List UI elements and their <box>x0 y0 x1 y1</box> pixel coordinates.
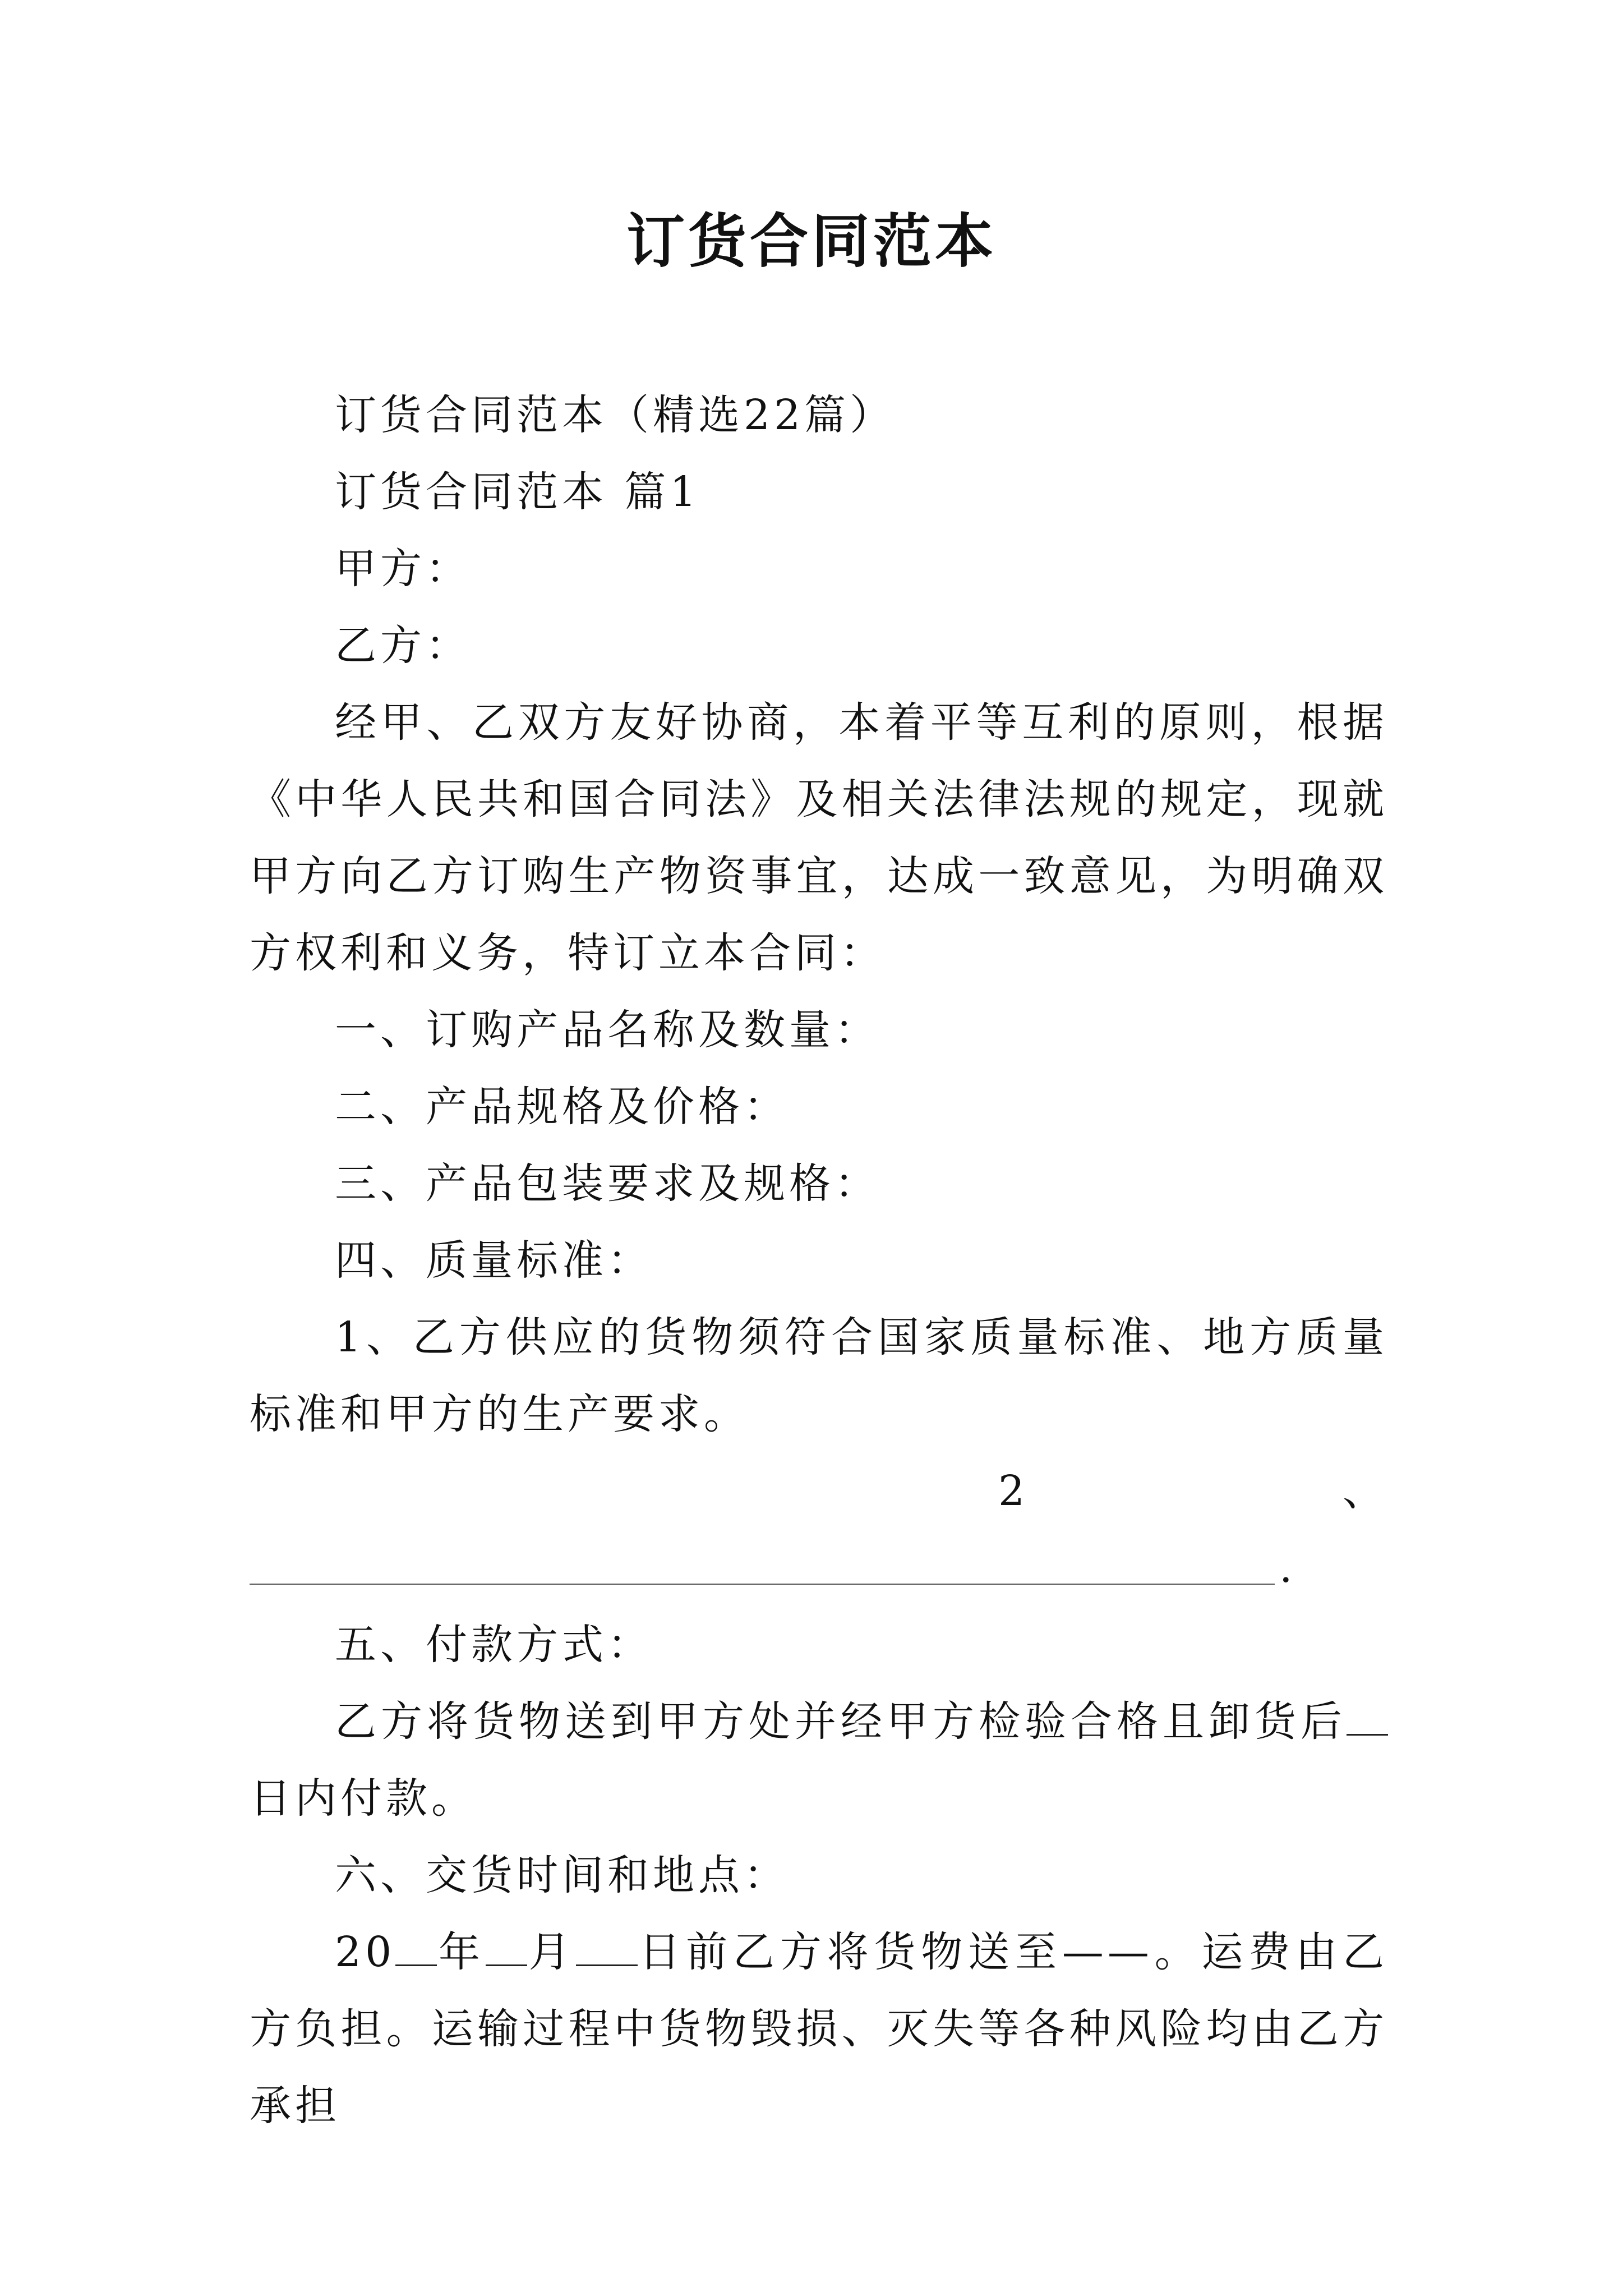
paragraph-clause-2: 二、产品规格及价格： <box>335 1083 789 1131</box>
delivery-year-label: 年 <box>437 1928 486 1976</box>
paragraph-party-b: 乙方： <box>335 622 471 670</box>
fill-in-blank-line <box>250 1530 1388 1607</box>
document-title: 订货合同范本 <box>626 207 997 275</box>
payment-days-blank <box>1347 1695 1388 1736</box>
paragraph-clause-3: 三、产品包装要求及规格： <box>335 1159 880 1208</box>
paragraph-clause-4: 四、质量标准： <box>335 1236 653 1285</box>
blank-line-end-mark: . <box>1279 1544 1297 1592</box>
paragraph-clause-5: 五、付款方式： <box>335 1621 653 1669</box>
payment-text-start: 乙方将货物送到甲方处并经甲方检验合格且卸货后 <box>335 1697 1347 1746</box>
payment-text-end: 日内付款。 <box>250 1774 477 1823</box>
blank-underline <box>250 1584 1275 1585</box>
delivery-month-blank <box>486 1925 527 1966</box>
delivery-year-blank <box>395 1925 437 1966</box>
paragraph-quality-item-1: 1、乙方供应的货物须符合国家质量标准、地方质量标准和甲方的生产要求。 <box>250 1313 1388 1438</box>
paragraph-section-heading: 订货合同范本 篇1 <box>335 468 700 516</box>
paragraph-payment <box>250 1683 1388 1837</box>
quality-item-2-mark: 、 <box>1343 1467 1388 1515</box>
paragraph-preamble: 经甲、乙双方友好协商，本着平等互利的原则，根据《中华人民共和国合同法》及相关法律法规的规定，现就甲方向乙方订购生产物资事宜，达成一致意见，为明确双方权利和义务，特订立本合同： <box>250 698 1388 977</box>
paragraph-collection-title: 订货合同范本（精选22篇） <box>335 391 896 439</box>
delivery-day-blank <box>576 1925 638 1966</box>
paragraph-clause-1: 一、订购产品名称及数量： <box>335 1006 880 1054</box>
document-body <box>250 377 1388 2145</box>
quality-item-2-number: 2 <box>998 1467 1029 1515</box>
delivery-year-prefix: 20 <box>335 1928 396 1976</box>
paragraph-delivery <box>250 1914 1388 2145</box>
delivery-text: 日前乙方将货物送至——。运费由乙方负担。运输过程中货物毁损、灭失等各种风险均由乙方承担 <box>250 1928 1389 2130</box>
paragraph-clause-6: 六、交货时间和地点： <box>335 1851 789 1899</box>
delivery-month-label: 月 <box>527 1928 576 1976</box>
paragraph-party-a: 甲方： <box>335 545 471 593</box>
quality-item-2-line <box>250 1453 1388 1530</box>
